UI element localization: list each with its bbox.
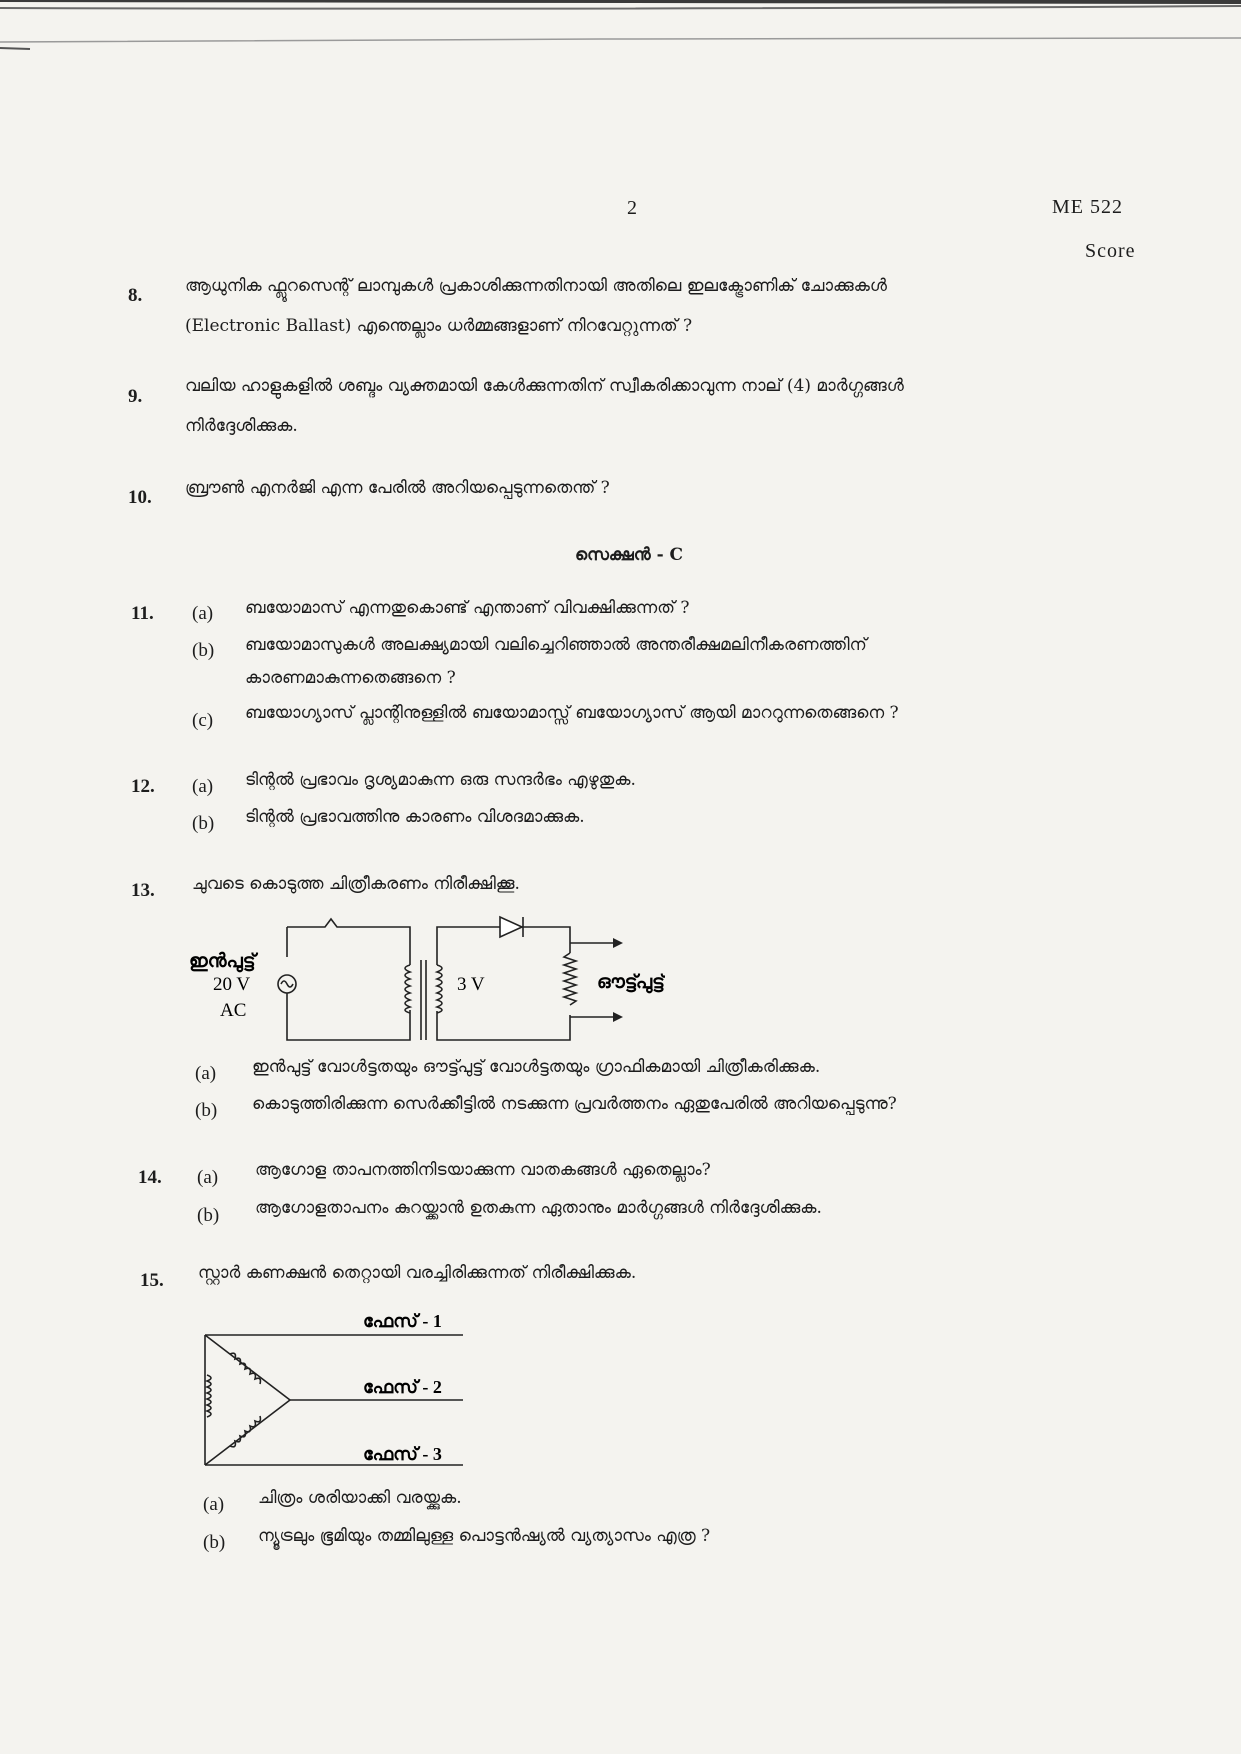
- q13-a: ഇൻപുട്ട് വോൾട്ടതയും ഔട്ട്പുട്ട് വോൾട്ടതയും ഗ്രാഫികമായി ചിത്രീകരിക്കുക.: [252, 1057, 821, 1077]
- phase1-label: ഫേസ് - 1: [363, 1311, 442, 1331]
- q8-line1: ആധുനിക ഫ്ലൂറസെന്റ് ലാമ്പുകൾ പ്രകാശിക്കുന്നതിനായി അതിലെ ഇലക്ട്രോണിക് ചോക്കുകൾ: [185, 276, 887, 296]
- sub-label: (a): [192, 776, 214, 797]
- q11-b-line1: ബയോമാസുകൾ അലക്ഷ്യമായി വലിച്ചെറിഞ്ഞാൽ അന്തരീക്ഷമലിനീകരണത്തിന്: [245, 635, 867, 655]
- secondary-voltage: 3 V: [457, 974, 485, 995]
- question-number: 12.: [131, 776, 155, 797]
- sub-label: (b): [203, 1532, 226, 1553]
- q9-line1: വലിയ ഹാളുകളിൽ ശബ്ദം വ്യക്തമായി കേൾക്കുന്നതിന് സ്വീകരിക്കാവുന്ന നാല് (4) മാർഗ്ഗങ്ങൾ: [185, 376, 904, 396]
- q15-a: ചിത്രം ശരിയാക്കി വരയ്ക്കുക.: [258, 1488, 462, 1508]
- sub-label: (b): [192, 640, 215, 661]
- sub-label: (b): [192, 813, 215, 834]
- q13-text: ചുവടെ കൊടുത്ത ചിത്രീകരണം നിരീക്ഷിക്കൂ.: [192, 874, 520, 894]
- question-number: 9.: [128, 386, 143, 407]
- score-label: Score: [1085, 240, 1136, 262]
- question-number: 15.: [140, 1270, 164, 1291]
- q15-b: ന്യൂട്രലും ഭൂമിയും തമ്മിലുള്ള പൊട്ടൻഷ്യൽ വ്യത്യാസം എത്ര ?: [258, 1526, 711, 1546]
- sub-label: (b): [197, 1205, 220, 1226]
- phase2-label: ഫേസ് - 2: [363, 1377, 442, 1397]
- sub-label: (a): [195, 1063, 217, 1084]
- page-number: 2: [627, 197, 638, 219]
- rectifier-circuit-diagram: [185, 905, 665, 1065]
- q15-text: സ്റ്റാർ കണക്ഷൻ തെറ്റായി വരച്ചിരിക്കുന്നത് നിരീക്ഷിക്കുക.: [198, 1263, 637, 1283]
- q9-line2: നിർദ്ദേശിക്കുക.: [185, 416, 298, 436]
- q14-b: ആഗോളതാപനം കുറയ്ക്കാൻ ഉതകുന്ന ഏതാനും മാർഗ്ഗങ്ങൾ നിർദ്ദേശിക്കുക.: [255, 1198, 822, 1218]
- q11-c: ബയോഗ്യാസ് പ്ലാന്റിനുള്ളിൽ ബയോമാസ്സ് ബയോഗ്യാസ് ആയി മാററുന്നതെങ്ങനെ ?: [245, 703, 899, 723]
- question-number: 14.: [138, 1167, 162, 1188]
- q10-text: ബ്രൗൺ എനർജി എന്ന പേരിൽ അറിയപ്പെടുന്നതെന്ത് ?: [185, 478, 610, 498]
- input-type: AC: [220, 1000, 247, 1021]
- scan-edge: [0, 0, 1241, 60]
- question-number: 10.: [128, 487, 152, 508]
- phase3-label: ഫേസ് - 3: [363, 1444, 442, 1464]
- input-label: ഇൻപുട്ട്: [189, 951, 256, 972]
- section-heading: സെക്ഷൻ - C: [575, 545, 684, 565]
- input-voltage: 20 V: [213, 974, 251, 995]
- q14-a: ആഗോള താപനത്തിനിടയാക്കുന്ന വാതകങ്ങൾ ഏതെല്ലാം?: [255, 1160, 711, 1180]
- sub-label: (a): [192, 603, 214, 624]
- output-label: ഔട്ട്പുട്ട്: [597, 972, 665, 993]
- q11-b-line2: കാരണമാകുന്നതെങ്ങനെ ?: [245, 668, 456, 688]
- question-number: 8.: [128, 285, 143, 306]
- question-number: 13.: [131, 880, 155, 901]
- q8-line2: (Electronic Ballast) എന്തെല്ലാം ധർമ്മങ്ങളാണ് നിറവേറ്റുന്നത് ?: [185, 316, 693, 336]
- question-number: 11.: [131, 603, 154, 624]
- sub-label: (c): [192, 710, 214, 731]
- sub-label: (a): [203, 1494, 225, 1515]
- paper-code: ME 522: [1052, 196, 1123, 218]
- sub-label: (b): [195, 1100, 218, 1121]
- sub-label: (a): [197, 1167, 219, 1188]
- q13-b: കൊടുത്തിരിക്കുന്ന സെർക്കീട്ടിൽ നടക്കുന്ന പ്രവർത്തനം ഏതുപേരിൽ അറിയപ്പെടുന്നു?: [252, 1094, 897, 1114]
- q12-a: ടിന്റൽ പ്രഭാവം ദൃശ്യമാകുന്ന ഒരു സന്ദർഭം എഴുതുക.: [245, 770, 636, 790]
- q12-b: ടിന്റൽ പ്രഭാവത്തിനു കാരണം വിശദമാക്കുക.: [245, 807, 585, 827]
- star-connection-diagram: [195, 1300, 485, 1475]
- q11-a: ബയോമാസ് എന്നതുകൊണ്ട് എന്താണ് വിവക്ഷിക്കുന്നത് ?: [245, 598, 690, 618]
